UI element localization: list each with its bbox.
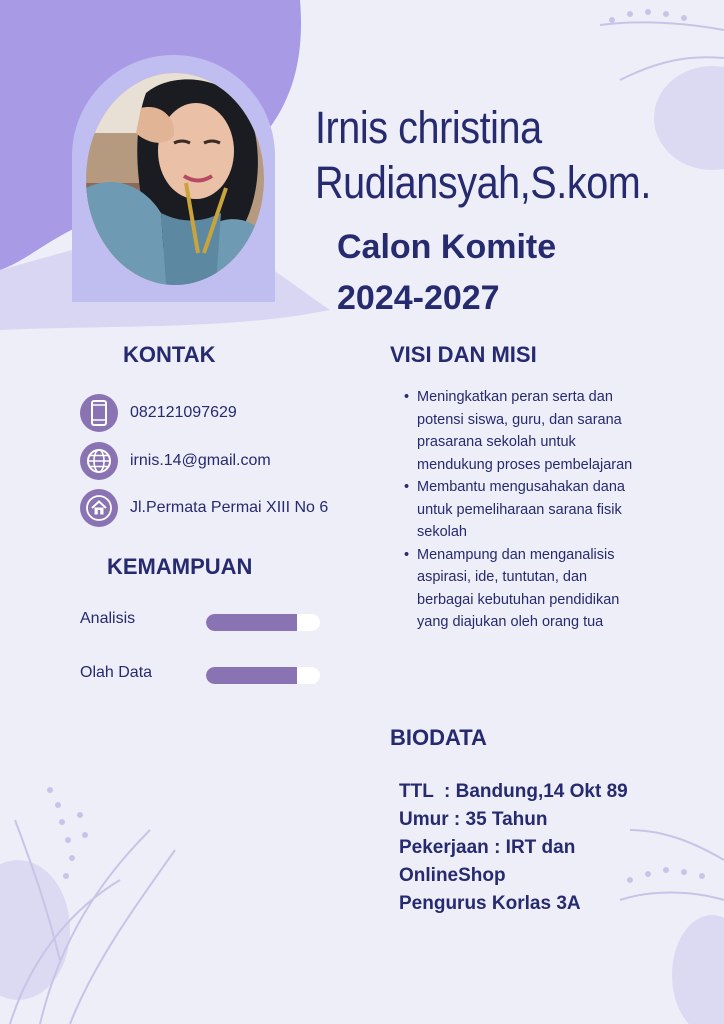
name-line-2: Rudiansyah,S.kom. xyxy=(315,157,651,209)
name-line-1: Irnis christina xyxy=(315,102,542,153)
position-line-2: 2024-2027 xyxy=(337,279,500,317)
visi-misi-title: VISI DAN MISI xyxy=(390,342,537,367)
candidate-name xyxy=(315,100,667,211)
globe-icon xyxy=(80,442,118,480)
skill-bar-analisis xyxy=(206,614,320,631)
contact-title: KONTAK xyxy=(123,342,216,367)
home-icon xyxy=(80,489,118,527)
biodata-details xyxy=(399,778,699,918)
list-item: • Menampung dan menganalisis aspirasi, ide, tuntutan, dan berbagai kebutuhan pendidikan yang diajukan oleh orang tua xyxy=(402,544,642,634)
position-line-1: Calon Komite xyxy=(337,228,557,266)
bio-ttl: TTL : Bandung,14 Okt 89 xyxy=(399,781,628,802)
skill-label-olah-data: Olah Data xyxy=(80,664,153,681)
phone-number: 082121097629 xyxy=(130,404,237,421)
skill-label-analisis: Analisis xyxy=(80,610,136,627)
list-item: • Meningkatkan peran serta dan potensi siswa, guru, dan sarana prasarana sekolah untuk mendukung proses pembelajaran xyxy=(402,386,642,476)
visi-misi-list xyxy=(402,386,642,634)
skill-bar-fill xyxy=(206,614,297,631)
bio-pengurus: Pengurus Korlas 3A xyxy=(399,893,581,914)
phone-icon xyxy=(80,394,118,432)
profile-photo xyxy=(86,73,264,285)
list-item: • Membantu mengusahakan dana untuk pemeliharaan sarana fisik sekolah xyxy=(402,476,642,544)
contact-phone xyxy=(80,394,237,432)
bio-umur: Umur : 35 Tahun xyxy=(399,809,548,830)
skills-title: KEMAMPUAN xyxy=(107,554,253,579)
bio-pekerjaan-cont: OnlineShop xyxy=(399,865,506,886)
candidate-position xyxy=(337,222,637,324)
contact-email xyxy=(80,442,271,480)
biodata-title: BIODATA xyxy=(390,725,487,750)
home-address: Jl.Permata Permai XIII No 6 xyxy=(130,499,329,516)
contact-address xyxy=(80,489,328,527)
bio-pekerjaan: Pekerjaan : IRT dan xyxy=(399,837,576,858)
skill-bar-olah-data xyxy=(206,667,320,684)
skill-bar-fill xyxy=(206,667,297,684)
email-address: irnis.14@gmail.com xyxy=(130,452,271,469)
